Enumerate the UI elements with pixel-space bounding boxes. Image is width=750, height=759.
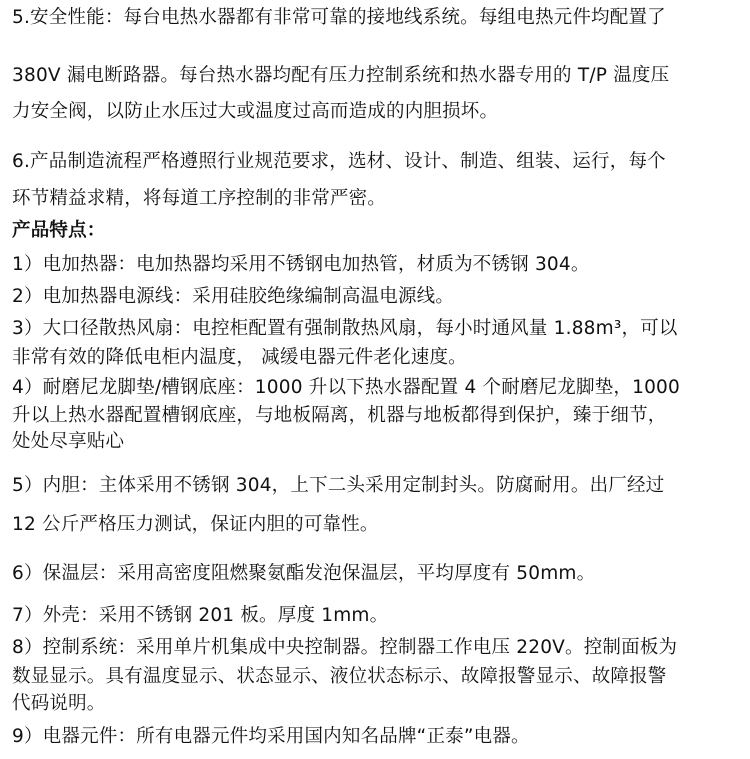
text-line: 5）内胆：主体采用不锈钢 304，上下二头采用定制封头。防腐耐用。出厂经过 (12, 475, 665, 496)
text-line: 380V 漏电断路器。每台热水器均配有压力控制系统和热水器专用的 T/P 温度压 (12, 65, 670, 86)
text-line: 8）控制系统：采用单片机集成中央控制器。控制器工作电压 220V。控制面板为 (12, 637, 678, 658)
text-line: 非常有效的降低电柜内温度， 减缓电器元件老化速度。 (12, 347, 467, 368)
text-line: 处处尽享贴心 (12, 431, 125, 452)
text-line: 环节精益求精，将每道工序控制的非常严密。 (12, 188, 387, 209)
text-line: 数显显示。具有温度显示、状态显示、液位状态标示、故障报警显示、故障报警 (12, 666, 667, 687)
text-line: 代码说明。 (12, 693, 106, 714)
text-line: 力安全阀，以防止水压过大或温度过高而造成的内胆损坏。 (12, 101, 499, 122)
text-line: 1）电加热器：电加热器均采用不锈钢电加热管，材质为不锈钢 304。 (12, 254, 590, 275)
text-line: 12 公斤严格压力测试，保证内胆的可靠性。 (12, 514, 379, 535)
text-line: 6）保温层：采用高密度阻燃聚氨酯发泡保温层，平均厚度有 50mm。 (12, 563, 596, 584)
text-line: 7）外壳：采用不锈钢 201 板。厚度 1mm。 (12, 605, 389, 626)
text-line: 6.产品制造流程严格遵照行业规范要求，选材、设计、制造、组装、运行，每个 (12, 151, 666, 172)
text-line: 升以上热水器配置槽钢底座，与地板隔离，机器与地板都得到保护，臻于细节， (12, 405, 667, 426)
text-line: 5.安全性能：每台电热水器都有非常可靠的接地线系统。每组电热元件均配置了 (12, 7, 666, 28)
text-line: 3）大口径散热风扇：电控柜配置有强制散热风扇，每小时通风量 1.88m³，可以 (12, 318, 678, 339)
text-line: 9）电器元件：所有电器元件均采用国内知名品牌“正泰”电器。 (12, 726, 530, 747)
text-line: 2）电加热器电源线：采用硅胶绝缘编制高温电源线。 (12, 286, 455, 307)
section-heading: 产品特点： (12, 220, 106, 241)
text-line: 4）耐磨尼龙脚垫/槽钢底座：1000 升以下热水器配置 4 个耐磨尼龙脚垫，1000 (12, 377, 680, 398)
